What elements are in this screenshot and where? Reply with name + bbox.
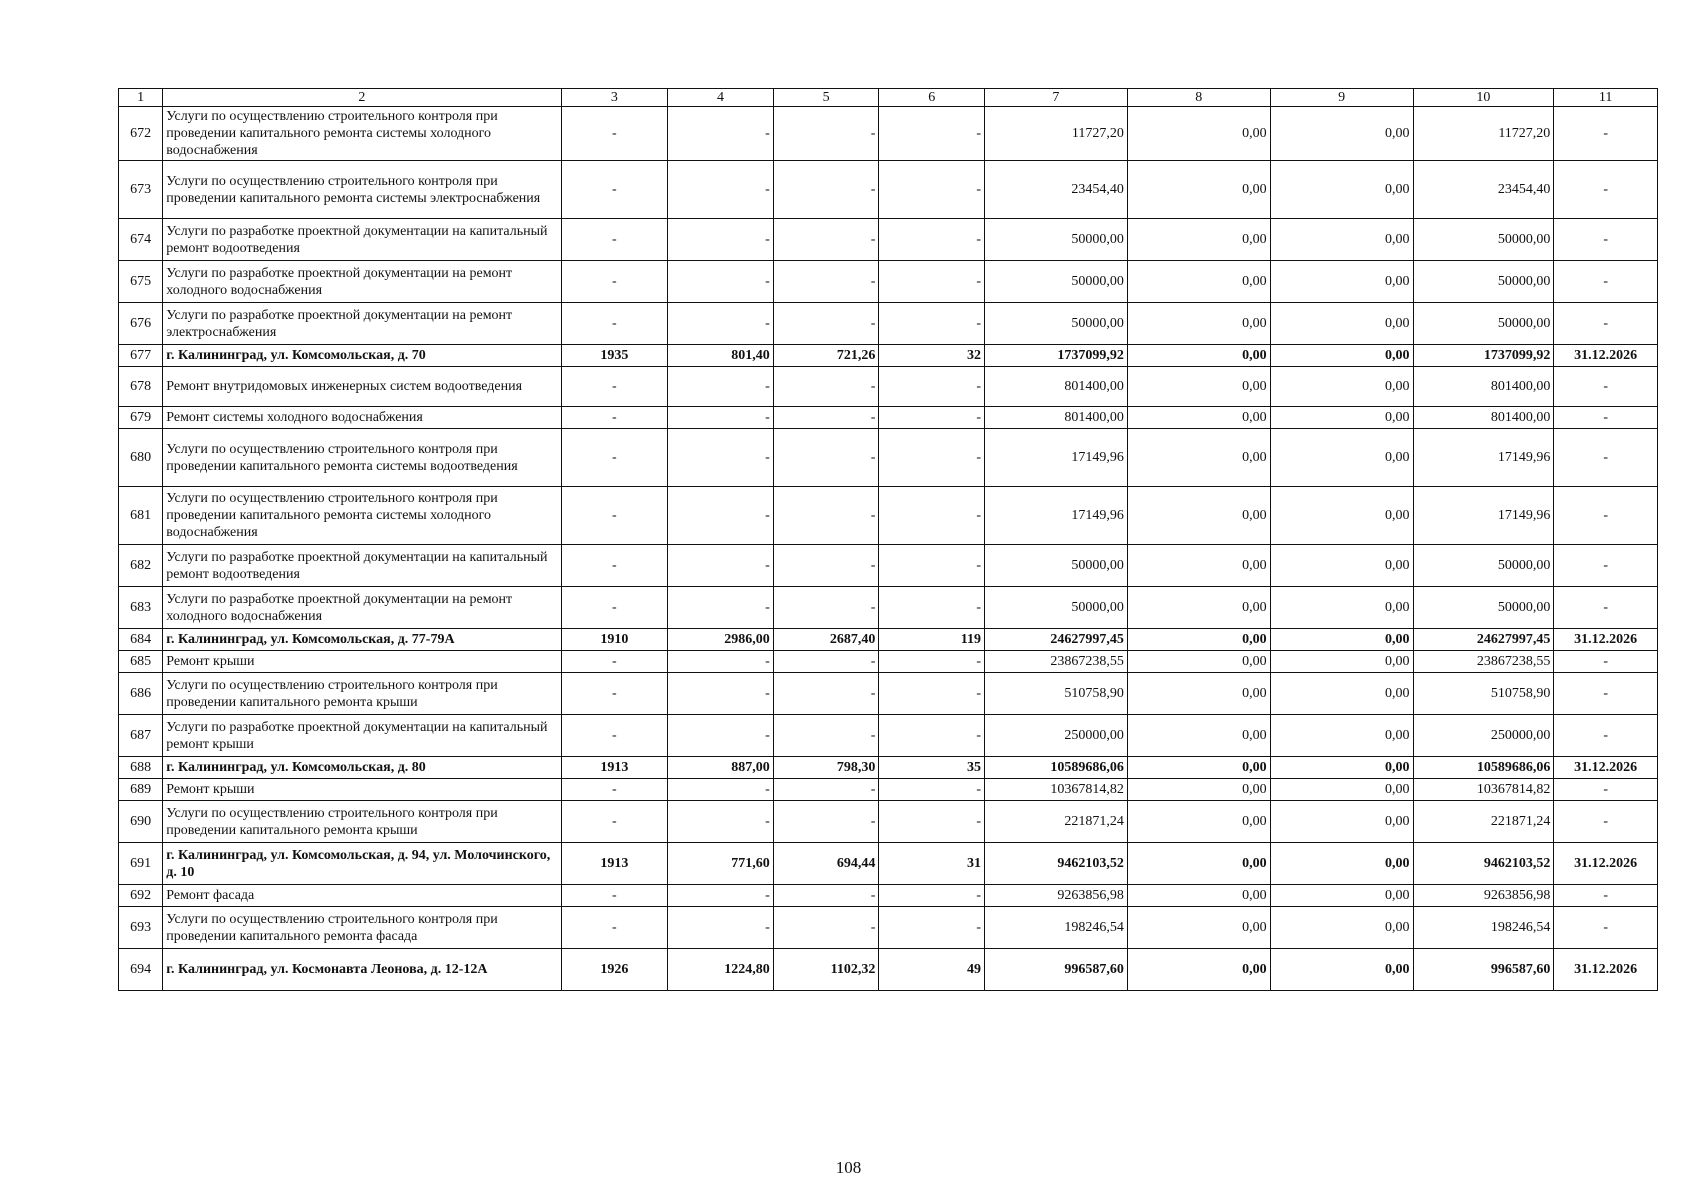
owner-funds: 198246,54 — [1413, 907, 1554, 949]
fund-amount: 0,00 — [1127, 885, 1270, 907]
header-cell: 3 — [561, 89, 668, 107]
row-number: 675 — [119, 261, 163, 303]
owner-funds: 23867238,55 — [1413, 651, 1554, 673]
row-description: Услуги по осуществлению строительного контроля при проведении капитального ремонта системы электроснабжения — [163, 161, 561, 219]
year-built: - — [561, 429, 668, 487]
header-cell: 2 — [163, 89, 561, 107]
row-number: 688 — [119, 757, 163, 779]
residential-area: - — [773, 161, 879, 219]
residents-count: 31 — [879, 843, 985, 885]
total-cost: 17149,96 — [985, 487, 1128, 545]
residential-area: - — [773, 907, 879, 949]
fund-amount: 0,00 — [1127, 367, 1270, 407]
completion-date: 31.12.2026 — [1554, 629, 1658, 651]
total-cost: 221871,24 — [985, 801, 1128, 843]
fund-amount: 0,00 — [1127, 907, 1270, 949]
residential-area: 1102,32 — [773, 949, 879, 991]
total-area: - — [668, 673, 774, 715]
budget-amount: 0,00 — [1270, 801, 1413, 843]
completion-date: - — [1554, 107, 1658, 161]
year-built: - — [561, 673, 668, 715]
header-cell: 9 — [1270, 89, 1413, 107]
row-number: 678 — [119, 367, 163, 407]
residents-count: - — [879, 261, 985, 303]
owner-funds: 50000,00 — [1413, 219, 1554, 261]
residential-area: - — [773, 407, 879, 429]
completion-date: 31.12.2026 — [1554, 345, 1658, 367]
row-number: 684 — [119, 629, 163, 651]
fund-amount: 0,00 — [1127, 651, 1270, 673]
fund-amount: 0,00 — [1127, 629, 1270, 651]
total-area: - — [668, 303, 774, 345]
budget-amount: 0,00 — [1270, 107, 1413, 161]
row-number: 693 — [119, 907, 163, 949]
row-description: Услуги по разработке проектной документации на ремонт холодного водоснабжения — [163, 261, 561, 303]
building-row — [119, 757, 1658, 779]
completion-date: - — [1554, 487, 1658, 545]
total-area: - — [668, 429, 774, 487]
fund-amount: 0,00 — [1127, 779, 1270, 801]
year-built: - — [561, 261, 668, 303]
total-cost: 801400,00 — [985, 367, 1128, 407]
building-row — [119, 949, 1658, 991]
building-row — [119, 843, 1658, 885]
row-number: 676 — [119, 303, 163, 345]
owner-funds: 24627997,45 — [1413, 629, 1554, 651]
residential-area: - — [773, 779, 879, 801]
residents-count: - — [879, 587, 985, 629]
total-cost: 50000,00 — [985, 303, 1128, 345]
budget-amount: 0,00 — [1270, 407, 1413, 429]
row-description: г. Калининград, ул. Комсомольская, д. 94, ул. Молочинского, д. 10 — [163, 843, 561, 885]
row-description: Ремонт крыши — [163, 779, 561, 801]
work-item-row — [119, 487, 1658, 545]
total-area: - — [668, 161, 774, 219]
residents-count: - — [879, 545, 985, 587]
total-cost: 9263856,98 — [985, 885, 1128, 907]
residents-count: - — [879, 885, 985, 907]
budget-amount: 0,00 — [1270, 367, 1413, 407]
fund-amount: 0,00 — [1127, 219, 1270, 261]
year-built: - — [561, 801, 668, 843]
year-built: - — [561, 885, 668, 907]
year-built: - — [561, 779, 668, 801]
completion-date: - — [1554, 651, 1658, 673]
row-number: 672 — [119, 107, 163, 161]
row-number: 692 — [119, 885, 163, 907]
budget-amount: 0,00 — [1270, 673, 1413, 715]
owner-funds: 510758,90 — [1413, 673, 1554, 715]
total-area: - — [668, 779, 774, 801]
completion-date: - — [1554, 407, 1658, 429]
work-item-row — [119, 779, 1658, 801]
owner-funds: 50000,00 — [1413, 261, 1554, 303]
total-area: 2986,00 — [668, 629, 774, 651]
residents-count: - — [879, 107, 985, 161]
capital-repair-register-table — [118, 88, 1658, 991]
completion-date: - — [1554, 587, 1658, 629]
total-cost: 250000,00 — [985, 715, 1128, 757]
owner-funds: 9263856,98 — [1413, 885, 1554, 907]
residents-count: - — [879, 407, 985, 429]
owner-funds: 10367814,82 — [1413, 779, 1554, 801]
residential-area: - — [773, 261, 879, 303]
completion-date: - — [1554, 429, 1658, 487]
completion-date: - — [1554, 261, 1658, 303]
total-cost: 9462103,52 — [985, 843, 1128, 885]
owner-funds: 50000,00 — [1413, 303, 1554, 345]
residents-count: - — [879, 779, 985, 801]
total-cost: 801400,00 — [985, 407, 1128, 429]
budget-amount: 0,00 — [1270, 651, 1413, 673]
residential-area: 798,30 — [773, 757, 879, 779]
owner-funds: 10589686,06 — [1413, 757, 1554, 779]
owner-funds: 50000,00 — [1413, 587, 1554, 629]
budget-amount: 0,00 — [1270, 429, 1413, 487]
row-number: 681 — [119, 487, 163, 545]
work-item-row — [119, 715, 1658, 757]
total-area: 801,40 — [668, 345, 774, 367]
work-item-row — [119, 429, 1658, 487]
budget-amount: 0,00 — [1270, 907, 1413, 949]
residents-count: - — [879, 429, 985, 487]
residential-area: - — [773, 107, 879, 161]
row-description: Ремонт крыши — [163, 651, 561, 673]
total-cost: 996587,60 — [985, 949, 1128, 991]
budget-amount: 0,00 — [1270, 219, 1413, 261]
fund-amount: 0,00 — [1127, 545, 1270, 587]
total-area: - — [668, 885, 774, 907]
row-description: г. Калининград, ул. Космонавта Леонова, д. 12-12А — [163, 949, 561, 991]
budget-amount: 0,00 — [1270, 345, 1413, 367]
owner-funds: 801400,00 — [1413, 367, 1554, 407]
residential-area: - — [773, 219, 879, 261]
work-item-row — [119, 587, 1658, 629]
residential-area: - — [773, 715, 879, 757]
residential-area: 721,26 — [773, 345, 879, 367]
total-area: - — [668, 107, 774, 161]
year-built: - — [561, 715, 668, 757]
completion-date: 31.12.2026 — [1554, 757, 1658, 779]
residential-area: - — [773, 429, 879, 487]
row-number: 674 — [119, 219, 163, 261]
total-area: - — [668, 367, 774, 407]
work-item-row — [119, 407, 1658, 429]
owner-funds: 17149,96 — [1413, 429, 1554, 487]
residents-count: - — [879, 367, 985, 407]
budget-amount: 0,00 — [1270, 161, 1413, 219]
total-area: 771,60 — [668, 843, 774, 885]
fund-amount: 0,00 — [1127, 261, 1270, 303]
residents-count: 35 — [879, 757, 985, 779]
residents-count: - — [879, 219, 985, 261]
fund-amount: 0,00 — [1127, 161, 1270, 219]
budget-amount: 0,00 — [1270, 261, 1413, 303]
row-description: г. Калининград, ул. Комсомольская, д. 80 — [163, 757, 561, 779]
residents-count: - — [879, 303, 985, 345]
row-description: Услуги по осуществлению строительного контроля при проведении капитального ремонта системы холодного водоснабжения — [163, 107, 561, 161]
owner-funds: 221871,24 — [1413, 801, 1554, 843]
total-cost: 10589686,06 — [985, 757, 1128, 779]
table-body — [119, 107, 1658, 991]
year-built: - — [561, 107, 668, 161]
residential-area: 2687,40 — [773, 629, 879, 651]
completion-date: - — [1554, 303, 1658, 345]
budget-amount: 0,00 — [1270, 715, 1413, 757]
completion-date: - — [1554, 673, 1658, 715]
completion-date: - — [1554, 219, 1658, 261]
row-description: Услуги по разработке проектной документации на капитальный ремонт водоотведения — [163, 545, 561, 587]
fund-amount: 0,00 — [1127, 303, 1270, 345]
total-area: - — [668, 545, 774, 587]
total-area: - — [668, 801, 774, 843]
residents-count: - — [879, 715, 985, 757]
owner-funds: 250000,00 — [1413, 715, 1554, 757]
owner-funds: 1737099,92 — [1413, 345, 1554, 367]
completion-date: - — [1554, 801, 1658, 843]
row-description: Услуги по разработке проектной документации на капитальный ремонт крыши — [163, 715, 561, 757]
year-built: 1935 — [561, 345, 668, 367]
fund-amount: 0,00 — [1127, 801, 1270, 843]
budget-amount: 0,00 — [1270, 629, 1413, 651]
total-area: - — [668, 487, 774, 545]
owner-funds: 23454,40 — [1413, 161, 1554, 219]
total-cost: 10367814,82 — [985, 779, 1128, 801]
budget-amount: 0,00 — [1270, 303, 1413, 345]
year-built: - — [561, 651, 668, 673]
total-area: - — [668, 907, 774, 949]
completion-date: - — [1554, 367, 1658, 407]
year-built: - — [561, 907, 668, 949]
row-description: Ремонт фасада — [163, 885, 561, 907]
total-cost: 510758,90 — [985, 673, 1128, 715]
total-area: 1224,80 — [668, 949, 774, 991]
residential-area: 694,44 — [773, 843, 879, 885]
residents-count: - — [879, 907, 985, 949]
row-description: Услуги по разработке проектной документации на ремонт холодного водоснабжения — [163, 587, 561, 629]
owner-funds: 996587,60 — [1413, 949, 1554, 991]
header-cell: 6 — [879, 89, 985, 107]
completion-date: 31.12.2026 — [1554, 949, 1658, 991]
page-number: 108 — [835, 1158, 862, 1177]
row-description: г. Калининград, ул. Комсомольская, д. 70 — [163, 345, 561, 367]
row-number: 689 — [119, 779, 163, 801]
fund-amount: 0,00 — [1127, 587, 1270, 629]
residents-count: - — [879, 651, 985, 673]
row-number: 687 — [119, 715, 163, 757]
header-cell: 4 — [668, 89, 774, 107]
budget-amount: 0,00 — [1270, 587, 1413, 629]
completion-date: - — [1554, 545, 1658, 587]
budget-amount: 0,00 — [1270, 779, 1413, 801]
column-number-header — [119, 89, 1658, 107]
work-item-row — [119, 303, 1658, 345]
completion-date: - — [1554, 907, 1658, 949]
year-built: - — [561, 407, 668, 429]
residential-area: - — [773, 545, 879, 587]
residential-area: - — [773, 587, 879, 629]
budget-amount: 0,00 — [1270, 949, 1413, 991]
header-cell: 7 — [985, 89, 1128, 107]
row-description: Услуги по осуществлению строительного контроля при проведении капитального ремонта крыши — [163, 673, 561, 715]
completion-date: - — [1554, 715, 1658, 757]
row-number: 694 — [119, 949, 163, 991]
year-built: - — [561, 487, 668, 545]
row-description: Ремонт внутридомовых инженерных систем водоотведения — [163, 367, 561, 407]
residents-count: - — [879, 161, 985, 219]
budget-amount: 0,00 — [1270, 843, 1413, 885]
work-item-row — [119, 885, 1658, 907]
total-area: - — [668, 261, 774, 303]
total-cost: 50000,00 — [985, 587, 1128, 629]
total-cost: 23867238,55 — [985, 651, 1128, 673]
budget-amount: 0,00 — [1270, 757, 1413, 779]
total-cost: 50000,00 — [985, 261, 1128, 303]
total-area: - — [668, 407, 774, 429]
owner-funds: 17149,96 — [1413, 487, 1554, 545]
total-cost: 24627997,45 — [985, 629, 1128, 651]
total-cost: 198246,54 — [985, 907, 1128, 949]
header-cell: 11 — [1554, 89, 1658, 107]
row-number: 680 — [119, 429, 163, 487]
fund-amount: 0,00 — [1127, 715, 1270, 757]
work-item-row — [119, 219, 1658, 261]
row-description: г. Калининград, ул. Комсомольская, д. 77-79А — [163, 629, 561, 651]
budget-amount: 0,00 — [1270, 885, 1413, 907]
residential-area: - — [773, 367, 879, 407]
work-item-row — [119, 161, 1658, 219]
residents-count: - — [879, 487, 985, 545]
owner-funds: 9462103,52 — [1413, 843, 1554, 885]
completion-date: - — [1554, 779, 1658, 801]
residential-area: - — [773, 801, 879, 843]
completion-date: - — [1554, 161, 1658, 219]
fund-amount: 0,00 — [1127, 949, 1270, 991]
year-built: - — [561, 161, 668, 219]
owner-funds: 50000,00 — [1413, 545, 1554, 587]
total-area: - — [668, 587, 774, 629]
year-built: 1926 — [561, 949, 668, 991]
building-row — [119, 629, 1658, 651]
year-built: - — [561, 219, 668, 261]
residential-area: - — [773, 487, 879, 545]
year-built: 1910 — [561, 629, 668, 651]
completion-date: 31.12.2026 — [1554, 843, 1658, 885]
budget-amount: 0,00 — [1270, 487, 1413, 545]
work-item-row — [119, 907, 1658, 949]
total-cost: 17149,96 — [985, 429, 1128, 487]
row-number: 683 — [119, 587, 163, 629]
row-description: Услуги по осуществлению строительного контроля при проведении капитального ремонта системы холодного водоснабжения — [163, 487, 561, 545]
residents-count: 119 — [879, 629, 985, 651]
year-built: - — [561, 303, 668, 345]
row-description: Услуги по осуществлению строительного контроля при проведении капитального ремонта фасада — [163, 907, 561, 949]
residents-count: - — [879, 673, 985, 715]
fund-amount: 0,00 — [1127, 107, 1270, 161]
work-item-row — [119, 651, 1658, 673]
total-cost: 50000,00 — [985, 545, 1128, 587]
header-cell: 1 — [119, 89, 163, 107]
residential-area: - — [773, 651, 879, 673]
fund-amount: 0,00 — [1127, 345, 1270, 367]
row-description: Услуги по разработке проектной документации на капитальный ремонт водоотведения — [163, 219, 561, 261]
row-description: Услуги по осуществлению строительного контроля при проведении капитального ремонта системы водоотведения — [163, 429, 561, 487]
residential-area: - — [773, 673, 879, 715]
work-item-row — [119, 545, 1658, 587]
header-cell: 8 — [1127, 89, 1270, 107]
year-built: 1913 — [561, 757, 668, 779]
fund-amount: 0,00 — [1127, 673, 1270, 715]
fund-amount: 0,00 — [1127, 407, 1270, 429]
residents-count: 49 — [879, 949, 985, 991]
row-number: 673 — [119, 161, 163, 219]
row-number: 691 — [119, 843, 163, 885]
residential-area: - — [773, 303, 879, 345]
year-built: 1913 — [561, 843, 668, 885]
work-item-row — [119, 261, 1658, 303]
building-row — [119, 345, 1658, 367]
fund-amount: 0,00 — [1127, 429, 1270, 487]
year-built: - — [561, 367, 668, 407]
total-cost: 11727,20 — [985, 107, 1128, 161]
row-number: 685 — [119, 651, 163, 673]
row-number: 677 — [119, 345, 163, 367]
completion-date: - — [1554, 885, 1658, 907]
row-number: 682 — [119, 545, 163, 587]
work-item-row — [119, 367, 1658, 407]
budget-amount: 0,00 — [1270, 545, 1413, 587]
work-item-row — [119, 107, 1658, 161]
total-area: - — [668, 651, 774, 673]
owner-funds: 11727,20 — [1413, 107, 1554, 161]
fund-amount: 0,00 — [1127, 843, 1270, 885]
row-number: 690 — [119, 801, 163, 843]
header-cell: 10 — [1413, 89, 1554, 107]
row-description: Услуги по осуществлению строительного контроля при проведении капитального ремонта крыши — [163, 801, 561, 843]
row-number: 686 — [119, 673, 163, 715]
fund-amount: 0,00 — [1127, 757, 1270, 779]
row-number: 679 — [119, 407, 163, 429]
row-description: Ремонт системы холодного водоснабжения — [163, 407, 561, 429]
total-area: 887,00 — [668, 757, 774, 779]
total-area: - — [668, 715, 774, 757]
work-item-row — [119, 801, 1658, 843]
residents-count: 32 — [879, 345, 985, 367]
total-area: - — [668, 219, 774, 261]
fund-amount: 0,00 — [1127, 487, 1270, 545]
total-cost: 50000,00 — [985, 219, 1128, 261]
work-item-row — [119, 673, 1658, 715]
header-cell: 5 — [773, 89, 879, 107]
owner-funds: 801400,00 — [1413, 407, 1554, 429]
residential-area: - — [773, 885, 879, 907]
total-cost: 1737099,92 — [985, 345, 1128, 367]
row-description: Услуги по разработке проектной документации на ремонт электроснабжения — [163, 303, 561, 345]
year-built: - — [561, 545, 668, 587]
total-cost: 23454,40 — [985, 161, 1128, 219]
year-built: - — [561, 587, 668, 629]
residents-count: - — [879, 801, 985, 843]
